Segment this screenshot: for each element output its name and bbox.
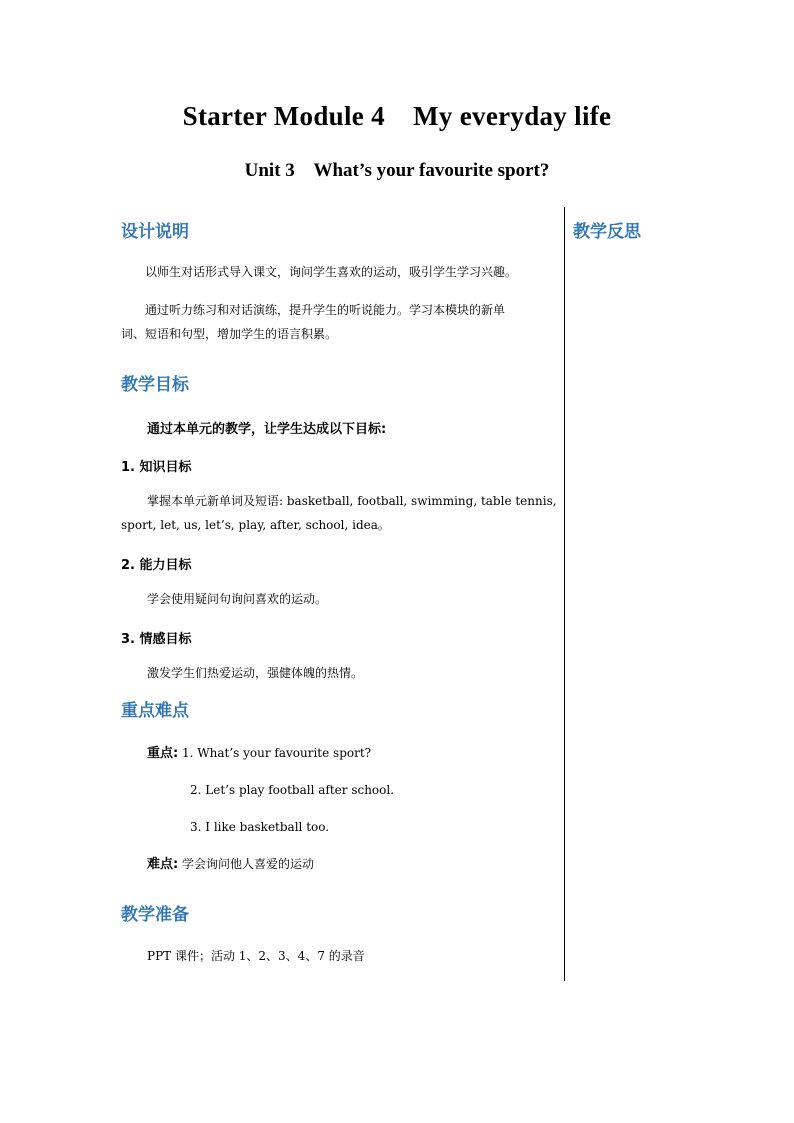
design-heading: 设计说明 (121, 222, 189, 242)
keypoints-heading: 重点难点 (121, 701, 189, 721)
goals-intro: 通过本单元的教学，让学生达成以下目标: (147, 422, 387, 437)
column-divider (564, 207, 565, 981)
key-point-row-1 (147, 741, 371, 766)
difficulty-text: 学会询问他人喜爱的运动 (182, 857, 315, 871)
prep-heading: 教学准备 (121, 905, 189, 925)
ability-goal-title: 2. 能力目标 (121, 558, 192, 573)
knowledge-goal-line-2: sport, let, us, let’s, play, after, school, idea。 (121, 518, 390, 532)
reflection-heading: 教学反思 (573, 222, 641, 242)
document-subtitle: Unit 3 What’s your favourite sport? (244, 160, 550, 181)
key-point-label: 重点: (147, 746, 179, 761)
key-point-2: 2. Let’s play football after school. (190, 783, 395, 797)
design-paragraph-2-line-1: 通过听力练习和对话演练，提升学生的听说能力。学习本模块的新单 (145, 303, 506, 317)
goals-heading: 教学目标 (121, 375, 189, 395)
difficulty-label: 难点: (147, 857, 179, 872)
emotion-goal-title: 3. 情感目标 (121, 632, 192, 647)
knowledge-goal-line-1: 掌握本单元新单词及短语: basketball, football, swimming, table tennis, (147, 494, 557, 508)
key-point-1: 1. What’s your favourite sport? (182, 746, 372, 760)
knowledge-goal-title: 1. 知识目标 (121, 460, 192, 475)
difficulty-row (147, 852, 314, 877)
key-point-3: 3. I like basketball too. (190, 820, 330, 834)
prep-text: PPT 课件；活动 1、2、3、4、7 的录音 (147, 949, 365, 963)
emotion-goal-text: 激发学生们热爱运动，强健体魄的热情。 (147, 666, 364, 680)
design-paragraph-1: 以师生对话形式导入课文，询问学生喜欢的运动，吸引学生学习兴趣。 (145, 265, 518, 279)
document-title: Starter Module 4 My everyday life (182, 101, 612, 131)
ability-goal-text: 学会使用疑问句询问喜欢的运动。 (147, 592, 328, 606)
design-paragraph-2-line-2: 词、短语和句型，增加学生的语言积累。 (121, 327, 338, 341)
